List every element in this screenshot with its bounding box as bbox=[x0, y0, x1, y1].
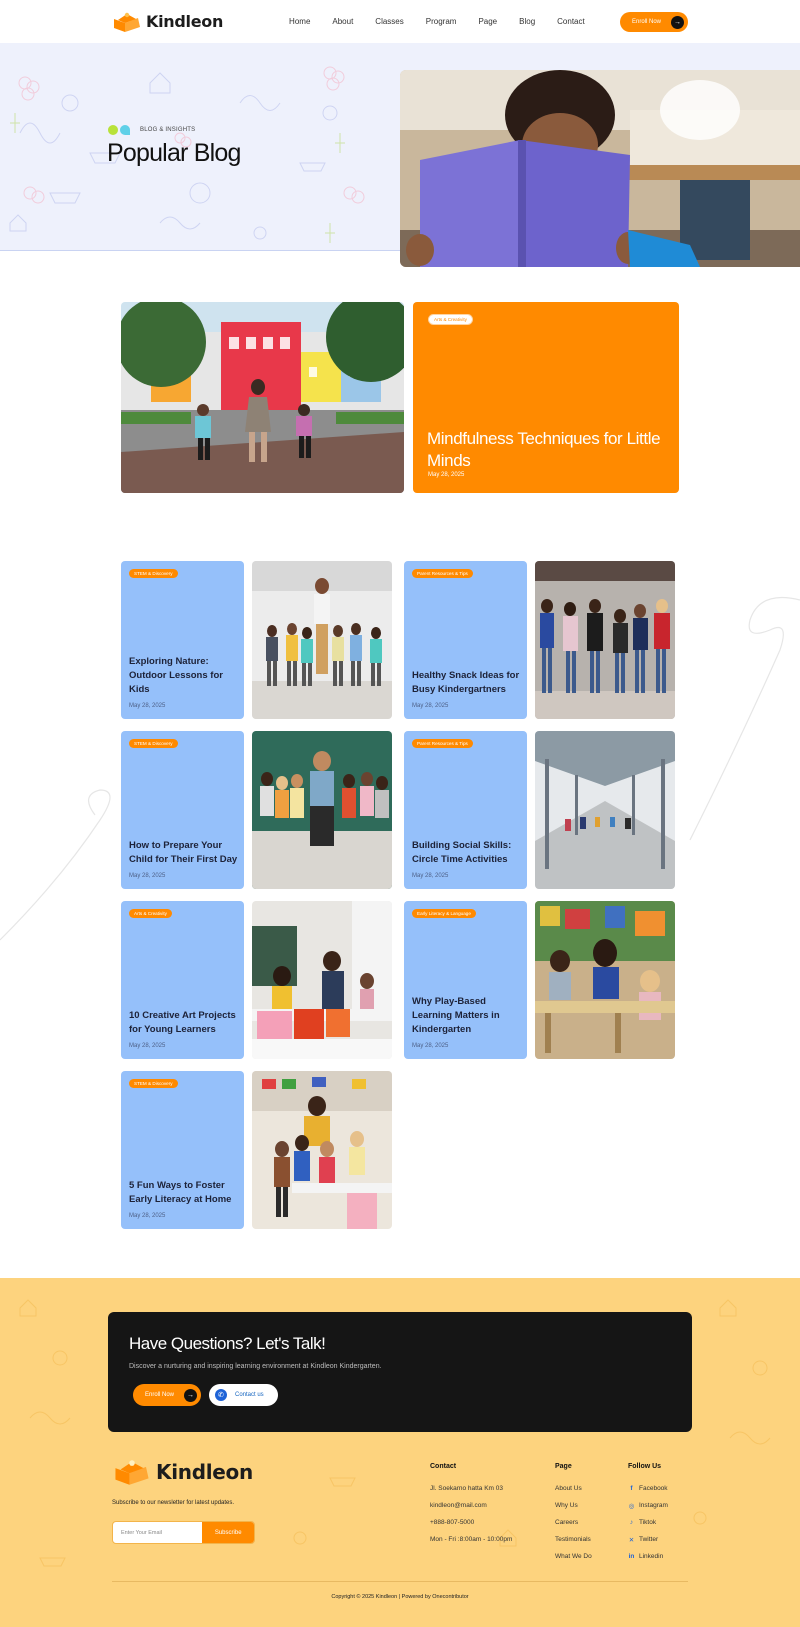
footer-page-column bbox=[555, 1463, 592, 1565]
footer-contact-column bbox=[430, 1463, 512, 1548]
footer-link-testimonials[interactable]: Testimonials bbox=[555, 1536, 591, 1543]
featured-post-card[interactable] bbox=[413, 302, 679, 493]
hero-eyebrow-text: BLOG & INSIGHTS bbox=[140, 127, 196, 133]
instagram-icon: ◎ bbox=[628, 1502, 635, 1510]
featured-post-date: May 28, 2025 bbox=[428, 472, 465, 478]
post-photo-covered-walkway[interactable] bbox=[535, 731, 675, 889]
cta-contact-button[interactable] bbox=[209, 1384, 278, 1406]
featured-post-tag[interactable]: Arts & Creativity bbox=[428, 314, 473, 325]
linkedin-icon: in bbox=[628, 1553, 635, 1560]
facebook-icon: f bbox=[630, 1485, 633, 1492]
blog-post-2 bbox=[404, 561, 674, 719]
post-tag[interactable]: Early Literacy & Language bbox=[412, 909, 476, 918]
post-title[interactable]: Why Play-Based Learning Matters in Kindergarten bbox=[412, 996, 500, 1035]
footer-contact-heading: Contact bbox=[430, 1463, 457, 1470]
footer-link-what-we-do[interactable]: What We Do bbox=[555, 1553, 592, 1560]
post-card[interactable] bbox=[404, 901, 527, 1059]
book-logo-icon bbox=[112, 1458, 152, 1486]
post-date: May 28, 2025 bbox=[129, 1043, 166, 1049]
newsletter-text: Subscribe to our newsletter for latest updates. bbox=[112, 1500, 235, 1506]
footer-link-linkedin[interactable] bbox=[628, 1548, 668, 1565]
footer-link-why-us[interactable]: Why Us bbox=[555, 1502, 578, 1509]
arrow-right-icon: → bbox=[671, 16, 684, 29]
post-card[interactable] bbox=[121, 561, 244, 719]
cta-enroll-label: Enroll Now bbox=[145, 1392, 175, 1398]
post-date: May 28, 2025 bbox=[129, 703, 166, 709]
footer-follow-heading: Follow Us bbox=[628, 1463, 662, 1470]
enroll-now-label: Enroll Now bbox=[632, 19, 662, 25]
post-photo-cheering-class[interactable] bbox=[252, 1071, 392, 1229]
tiktok-icon: ♪ bbox=[629, 1519, 634, 1526]
footer-link-about-us[interactable]: About Us bbox=[555, 1485, 582, 1492]
phone-icon: ✆ bbox=[215, 1389, 227, 1401]
cta-enroll-button[interactable] bbox=[133, 1384, 201, 1406]
email-input[interactable] bbox=[113, 1522, 202, 1543]
blog-post-5 bbox=[121, 901, 391, 1059]
footer-page-heading: Page bbox=[555, 1463, 572, 1470]
site-footer bbox=[0, 1278, 800, 1627]
post-photo-play-table[interactable] bbox=[535, 901, 675, 1059]
post-tag[interactable]: STEM & Discovery bbox=[129, 569, 178, 578]
footer-link-tiktok[interactable] bbox=[628, 1514, 668, 1531]
instagram-label: Instagram bbox=[639, 1502, 668, 1509]
nav-classes[interactable]: Classes bbox=[375, 17, 404, 26]
page-title: Popular Blog bbox=[107, 139, 241, 167]
post-card[interactable] bbox=[404, 731, 527, 889]
facebook-label: Facebook bbox=[639, 1485, 668, 1492]
decorative-curve-icon bbox=[0, 560, 800, 960]
footer-link-facebook[interactable] bbox=[628, 1480, 668, 1497]
nav-contact[interactable]: Contact bbox=[557, 17, 585, 26]
blog-post-7 bbox=[121, 1071, 391, 1229]
blog-post-6 bbox=[404, 901, 674, 1059]
nav-about[interactable]: About bbox=[332, 17, 354, 26]
post-tag[interactable]: Parent Resources & Tips bbox=[412, 569, 473, 578]
post-title[interactable]: 10 Creative Art Projects for Young Learners bbox=[129, 1010, 236, 1035]
post-card[interactable] bbox=[121, 901, 244, 1059]
post-title[interactable]: Healthy Snack Ideas for Busy Kindergartners bbox=[412, 670, 520, 695]
cta-banner bbox=[108, 1312, 692, 1432]
post-date: May 28, 2025 bbox=[412, 703, 449, 709]
footer-logo-text: Kindleon bbox=[156, 1460, 253, 1484]
post-photo-art-classroom[interactable] bbox=[252, 901, 392, 1059]
footer-hours: Mon - Fri :8:00am - 10:00pm bbox=[430, 1536, 513, 1543]
footer-link-twitter[interactable] bbox=[628, 1531, 668, 1548]
cta-title: Have Questions? Let's Talk! bbox=[129, 1334, 326, 1353]
logo-text: Kindleon bbox=[146, 12, 224, 31]
post-date: May 28, 2025 bbox=[412, 873, 449, 879]
post-tag[interactable]: Parent Resources & Tips bbox=[412, 739, 473, 748]
subscribe-button[interactable]: Subscribe bbox=[202, 1522, 254, 1543]
post-title[interactable]: How to Prepare Your Child for Their First Day bbox=[129, 840, 238, 865]
post-card[interactable] bbox=[121, 1071, 244, 1229]
nav-blog[interactable]: Blog bbox=[519, 17, 536, 26]
blog-post-4 bbox=[404, 731, 674, 889]
post-card[interactable] bbox=[404, 561, 527, 719]
post-photo-class-seated[interactable] bbox=[252, 731, 392, 889]
nav-home[interactable]: Home bbox=[289, 17, 311, 26]
footer-address: Jl. Soekarno hatta Km 03 bbox=[430, 1485, 503, 1492]
newsletter-form bbox=[112, 1521, 255, 1544]
post-tag[interactable]: STEM & Discovery bbox=[129, 1079, 178, 1088]
featured-post-photo[interactable] bbox=[121, 302, 404, 493]
post-date: May 28, 2025 bbox=[412, 1043, 449, 1049]
nav-page[interactable]: Page bbox=[478, 17, 498, 26]
footer-logo[interactable] bbox=[112, 1458, 253, 1486]
footer-link-instagram[interactable] bbox=[628, 1497, 668, 1514]
cta-contact-label: Contact us bbox=[235, 1392, 264, 1398]
arrow-right-icon: → bbox=[184, 1389, 197, 1402]
cta-subtitle: Discover a nurturing and inspiring learning environment at Kindleon Kindergarten. bbox=[129, 1363, 382, 1370]
linkedin-label: Linkedin bbox=[639, 1553, 664, 1560]
blog-post-3 bbox=[121, 731, 391, 889]
featured-post-title[interactable]: Mindfulness Techniques for Little Minds bbox=[427, 429, 661, 470]
nav-program[interactable]: Program bbox=[425, 17, 457, 26]
twitter-icon: ✕ bbox=[628, 1536, 635, 1544]
footer-phone[interactable]: +888-807-5000 bbox=[430, 1519, 475, 1526]
post-title[interactable]: Building Social Skills: Circle Time Activities bbox=[412, 840, 512, 865]
twitter-label: Twitter bbox=[639, 1536, 659, 1543]
tiktok-label: Tiktok bbox=[639, 1519, 657, 1526]
post-tag[interactable]: Arts & Creativity bbox=[129, 909, 172, 918]
post-date: May 28, 2025 bbox=[129, 1213, 166, 1219]
copyright-text: Copyright © 2025 Kindleon | Powered by Onecontributor bbox=[331, 1594, 469, 1600]
footer-email[interactable]: kindleon@mail.com bbox=[430, 1502, 487, 1509]
post-tag[interactable]: STEM & Discovery bbox=[129, 739, 178, 748]
post-photo-teacher-children-hallway[interactable] bbox=[252, 561, 392, 719]
blog-post-1 bbox=[121, 561, 391, 719]
post-title[interactable]: 5 Fun Ways to Foster Early Literacy at Home bbox=[129, 1180, 232, 1205]
footer-follow-column bbox=[628, 1463, 668, 1565]
post-card[interactable] bbox=[121, 731, 244, 889]
post-photo-children-outdoors[interactable] bbox=[535, 561, 675, 719]
footer-link-careers[interactable]: Careers bbox=[555, 1519, 579, 1526]
post-title[interactable]: Exploring Nature: Outdoor Lessons for Kids bbox=[129, 656, 223, 695]
footer-divider bbox=[112, 1581, 688, 1582]
featured-post bbox=[121, 302, 679, 493]
post-date: May 28, 2025 bbox=[129, 873, 166, 879]
